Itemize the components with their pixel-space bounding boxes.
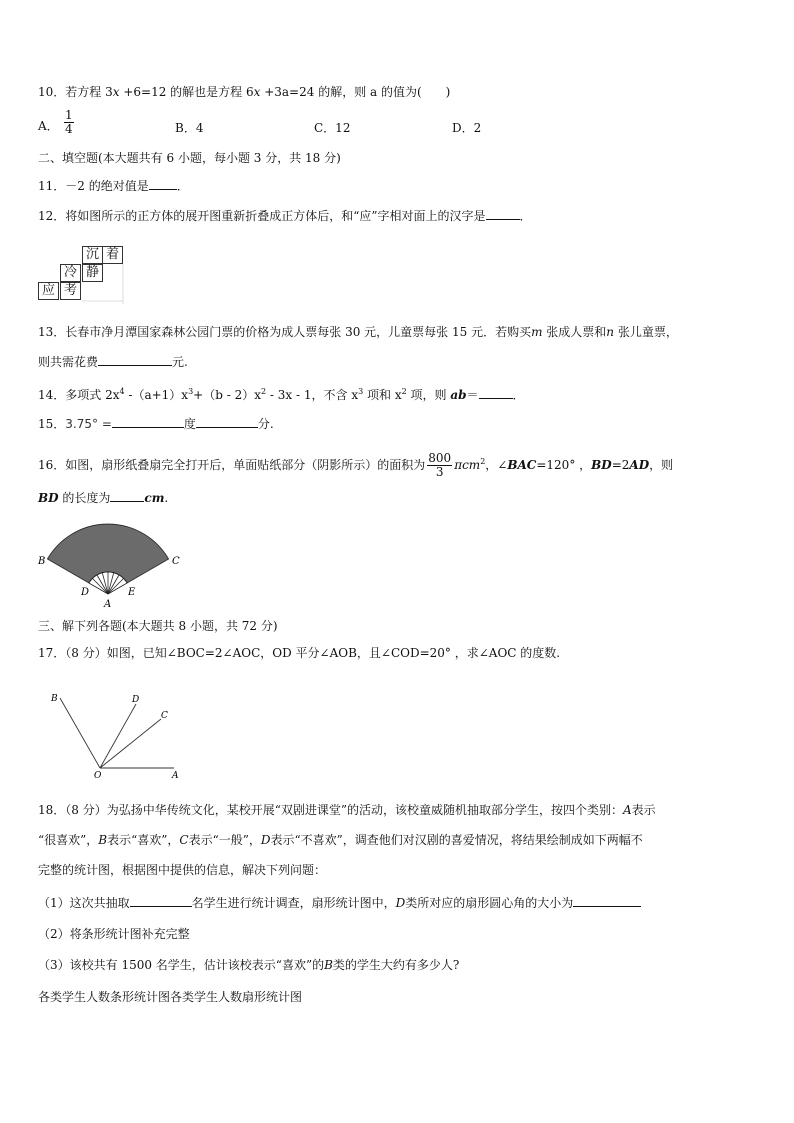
q10-option-d: D．2 xyxy=(452,121,482,135)
ray-label-b: B xyxy=(51,694,58,704)
q18-text: “很喜欢”， xyxy=(38,833,99,847)
q18-sample-size-blank[interactable] xyxy=(130,894,192,907)
q14-exponent: 2 xyxy=(401,387,407,396)
ray-label-a: A xyxy=(172,771,179,780)
q16-var: BAC xyxy=(507,458,537,472)
q18-text: 表示 xyxy=(631,803,656,817)
q13-var-n: n xyxy=(606,325,615,339)
q16-answer-blank[interactable] xyxy=(110,489,144,502)
q12-answer-blank[interactable] xyxy=(486,207,520,220)
point-label-c: C xyxy=(172,556,180,567)
angle-rays xyxy=(60,698,174,768)
q18-category-b: B xyxy=(98,833,108,847)
q18-angle-blank[interactable] xyxy=(573,894,641,907)
q14-text: 项，则 xyxy=(406,388,451,402)
cube-face-cell: 应 xyxy=(38,282,59,300)
q18-category-d: D xyxy=(260,833,271,847)
fraction-numerator: 800 xyxy=(428,451,452,465)
q18-chart-caption: 各类学生人数条形统计图各类学生人数扇形统计图 xyxy=(38,990,303,1004)
q13-text: 则共需花费 xyxy=(38,355,99,369)
cube-face-cell: 静 xyxy=(82,264,103,282)
q13-text: 元. xyxy=(172,355,188,369)
q10-option-a-fraction xyxy=(64,109,74,136)
ray-label-d: D xyxy=(132,695,140,705)
fraction-denominator: 4 xyxy=(65,122,73,136)
q18-text: 表示“喜欢”， xyxy=(107,833,180,847)
q18-text: 18．（8 分）为弘扬中华传统文化，某校开展“双剧进课堂”的活动，该校童威随机抽取部分学生，按四个类别： xyxy=(38,803,623,817)
cube-face-cell: 着 xyxy=(102,246,123,264)
q16-var: AD xyxy=(629,458,650,472)
q10-options xyxy=(38,108,73,146)
q16-period: . xyxy=(164,491,169,505)
q14-text: 项和 x xyxy=(363,388,402,402)
q16-line2 xyxy=(38,489,168,506)
q12-period: ． xyxy=(519,209,532,223)
q14-text: ＝ xyxy=(466,388,479,402)
q10-option-c: C．12 xyxy=(314,121,351,135)
q14-var-ab: ab xyxy=(450,388,467,402)
fraction-denominator: 3 xyxy=(435,465,444,479)
q14-text: 14．多项式 2x xyxy=(38,388,120,402)
q14-text: +（b - 2）x xyxy=(193,388,261,402)
q12-stem xyxy=(38,207,532,224)
q16-text: ，∠ xyxy=(485,458,508,472)
point-label-a: A xyxy=(104,599,112,610)
q18-text: （3）该校共有 1500 名学生，估计该校表示“喜欢”的 xyxy=(38,958,325,972)
q14-text: -（a+1）x xyxy=(124,388,189,402)
q18-category-b: B xyxy=(324,958,333,972)
ray-label-c: C xyxy=(161,711,168,721)
q18-line2 xyxy=(38,832,643,848)
q18-sub1 xyxy=(38,894,641,911)
q10-stem-part: 10．若方程 3 xyxy=(38,85,113,99)
q10-stem xyxy=(38,84,450,100)
q14-exponent: 2 xyxy=(261,387,267,396)
q18-sub2: （2）将条形统计图补充完整 xyxy=(38,927,190,941)
fan-figure xyxy=(36,520,186,612)
q13-answer-blank[interactable] xyxy=(98,353,172,366)
q18-category-d: D xyxy=(395,896,406,910)
q13-line2 xyxy=(38,353,188,370)
cube-face-cell: 沉 xyxy=(82,246,103,264)
vertex-label-o: O xyxy=(94,771,102,780)
q17-stem: 17．（8 分）如图，已知∠BOC=2∠AOC，OD 平分∠AOB，且∠COD=20° ，求∠AOC 的度数. xyxy=(38,646,561,660)
q15-minute-blank[interactable] xyxy=(196,415,258,428)
q10-stem-part: +3a=24 的解，则 a 的值为( ) xyxy=(260,85,451,99)
q11-answer-blank[interactable] xyxy=(149,177,177,190)
q15-text: 分. xyxy=(257,417,274,431)
angle-figure xyxy=(44,688,194,780)
cube-face-cell: 考 xyxy=(60,282,81,300)
q18-category-c: C xyxy=(179,833,189,847)
q10-var-x: x xyxy=(112,85,120,99)
point-label-d: D xyxy=(81,587,90,598)
q16-unit: πcm xyxy=(454,458,481,472)
q15-text: 度 xyxy=(183,417,196,431)
q16-text: ，则 xyxy=(649,458,674,472)
q15 xyxy=(38,415,274,432)
q15-degree-blank[interactable] xyxy=(112,415,184,428)
q16-text: =2 xyxy=(611,458,630,472)
q18-text: 名学生进行统计调查，扇形统计图中， xyxy=(191,896,396,910)
q10-var-x: x xyxy=(253,85,261,99)
q18-text: 类的学生大约有多少人? xyxy=(332,958,460,972)
cube-net-faint-guides xyxy=(38,246,128,306)
q13-text: 张儿童票， xyxy=(614,325,678,339)
q18-sub3 xyxy=(38,957,459,973)
q11-period: ． xyxy=(176,179,189,193)
q14-exponent: 3 xyxy=(358,387,364,396)
q16-area-fraction xyxy=(427,452,452,479)
q16-text: 的长度为 xyxy=(58,491,111,505)
q14-exponent: 3 xyxy=(188,387,194,396)
point-label-e: E xyxy=(128,587,136,598)
q14-answer-blank[interactable] xyxy=(479,386,513,399)
q10-option-a-label: A． xyxy=(38,119,59,133)
q18-text: （1）这次共抽取 xyxy=(38,896,130,910)
q15-number: 15． xyxy=(38,417,66,431)
q15-expression: 3.75° = xyxy=(65,417,112,431)
point-label-b: B xyxy=(38,556,46,567)
q18-text: 类所对应的扇形圆心角的大小为 xyxy=(405,896,574,910)
q16-unit: cm xyxy=(144,491,165,505)
q11-text: 11．－2 的绝对值是 xyxy=(38,179,149,193)
q18-text: 表示“不喜欢”，调查他们对汉剧的喜爱情况，将结果绘制成如下两幅不 xyxy=(270,833,643,847)
q13-line1 xyxy=(38,324,678,340)
section2-heading: 二、填空题(本大题共有 6 小题，每小题 3 分，共 18 分) xyxy=(38,151,341,165)
q16-text: 16．如图，扇形纸叠扇完全打开后，单面贴纸部分（阴影所示）的面积为 xyxy=(38,458,426,472)
q14-period: ． xyxy=(512,388,525,402)
q18-category-a: A xyxy=(623,803,632,817)
q18-line3: 完整的统计图，根据图中提供的信息，解决下列问题： xyxy=(38,863,327,877)
q13-text: 张成人票和 xyxy=(542,325,607,339)
q18-text: 表示“一般”， xyxy=(188,833,261,847)
q16-text: =120° ， xyxy=(536,458,592,472)
q14 xyxy=(38,384,525,403)
q13-var-m: m xyxy=(531,325,543,339)
q16-exponent: 2 xyxy=(480,457,486,466)
section3-heading: 三、解下列各题(本大题共 8 小题，共 72 分) xyxy=(38,619,278,633)
q11 xyxy=(38,177,189,194)
q10-stem-part: +6=12 的解也是方程 6 xyxy=(119,85,254,99)
q13-text: 13．长春市净月潭国家森林公园门票的价格为成人票每张 30 元，儿童票每张 15 元．若购买 xyxy=(38,325,532,339)
q16-var: BD xyxy=(591,458,612,472)
q14-exponent: 4 xyxy=(119,387,125,396)
cube-face-cell: 冷 xyxy=(60,264,81,282)
q12-text: 12．将如图所示的正方体的展开图重新折叠成正方体后，和“应”字相对面上的汉字是 xyxy=(38,209,486,223)
q16-line1 xyxy=(38,452,673,479)
q16-var: BD xyxy=(38,491,59,505)
fraction-numerator: 1 xyxy=(65,108,73,122)
q18-line1 xyxy=(38,802,656,818)
q14-text: - 3x - 1，不含 x xyxy=(266,388,359,402)
q10-option-b: B．4 xyxy=(175,121,204,135)
